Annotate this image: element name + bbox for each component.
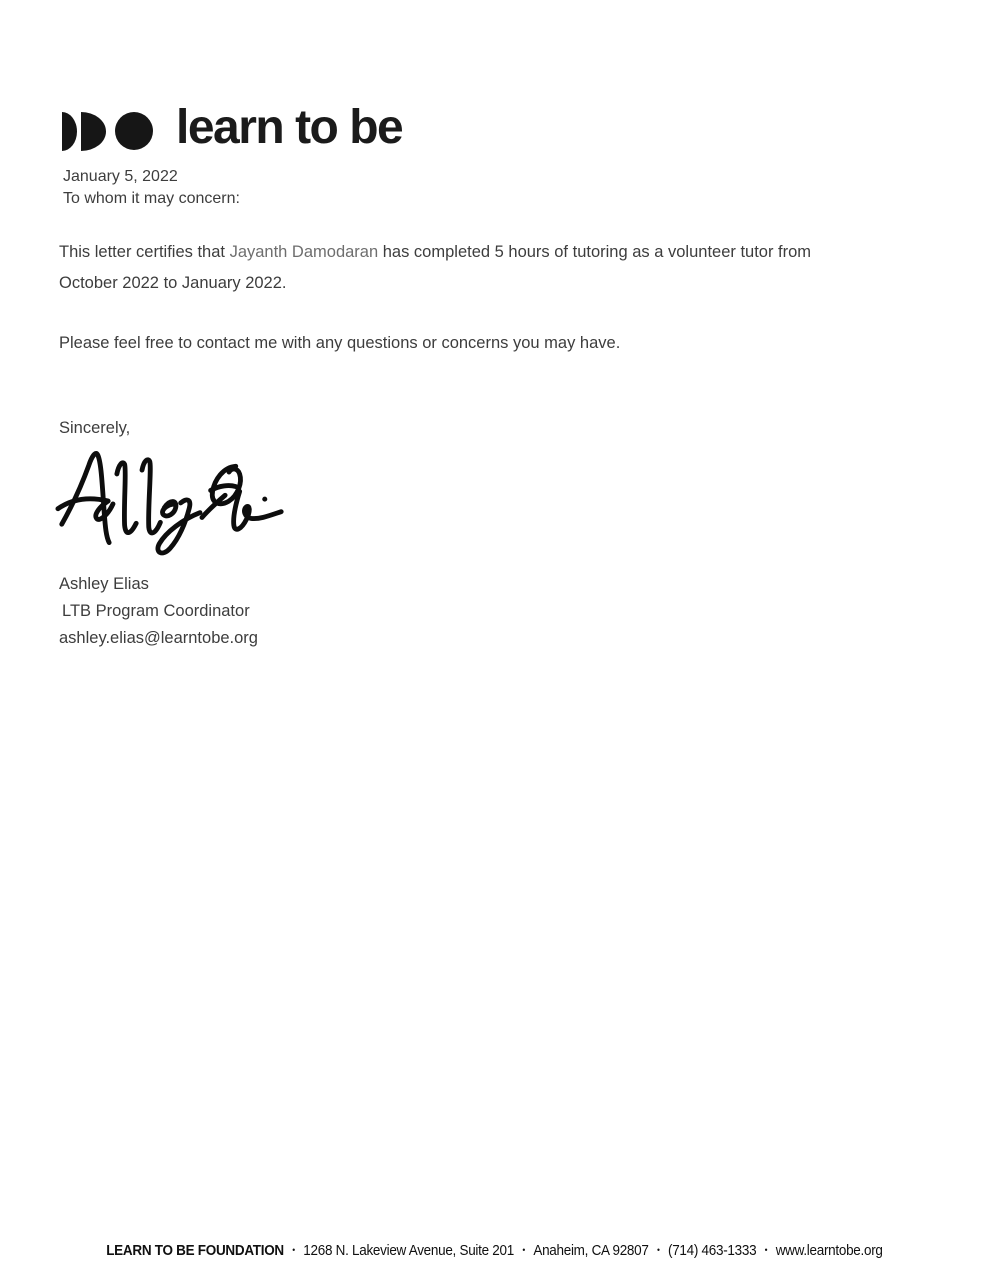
logo-half-circle-icon [81,112,106,151]
certify-prefix: This letter certifies that [59,243,230,261]
footer [0,1242,989,1260]
certification-paragraph [59,237,871,299]
logo [62,101,403,154]
footer-bullet-icon: • [292,1245,295,1255]
footer-bullet-icon: • [522,1245,526,1255]
signer-name: Ashley Elias [59,575,149,593]
contact-paragraph: Please feel free to contact me with any questions or concerns you may have. [59,334,621,352]
dateline [63,166,240,210]
volunteer-name: Jayanth Damodaran [229,243,379,261]
logo-crescent-icon [62,112,77,151]
logo-circle-icon [115,112,153,150]
footer-phone: (714) 463-1333 [668,1243,757,1259]
footer-address: 1268 N. Lakeview Avenue, Suite 201 [303,1243,515,1259]
footer-bullet-icon: • [764,1245,768,1255]
footer-bullet-icon: • [657,1245,660,1255]
logo-text: learn to be [176,101,403,154]
footer-city: Anaheim, CA 92807 [533,1243,649,1259]
footer-website: www.learntobe.org [775,1243,883,1259]
footer-line [106,1243,882,1259]
signer-title: LTB Program Coordinator [62,602,250,620]
letter-salutation: To whom it may concern: [63,190,240,207]
signer-email: ashley.elias@learntobe.org [59,629,258,647]
certify-suffix: has completed 5 hours of tutoring as a volunteer tutor from October 2022 to January 2022. [59,243,812,292]
footer-org-name: LEARN TO BE FOUNDATION [106,1243,284,1259]
signature-image [55,446,287,558]
closing-line: Sincerely, [59,419,131,437]
signature-block [59,571,258,652]
letter-date: January 5, 2022 [63,168,178,185]
